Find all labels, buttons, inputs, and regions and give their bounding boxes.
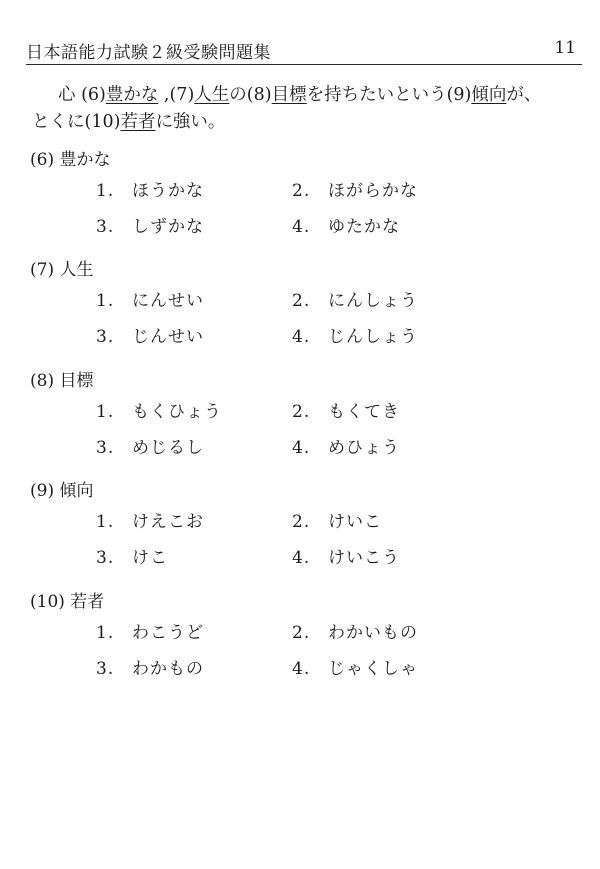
option-row bbox=[30, 173, 570, 209]
option-row bbox=[30, 651, 570, 687]
passage-line-2 bbox=[32, 109, 582, 136]
passage-text: に強い。 bbox=[155, 112, 226, 132]
underlined-word-6: 豊かな bbox=[105, 85, 159, 105]
option-row bbox=[30, 319, 570, 355]
option-text: けえこお bbox=[132, 512, 204, 532]
option-text: ほがらかな bbox=[328, 181, 418, 201]
option-number: 4. bbox=[292, 217, 311, 237]
header-title: 日本語能力試験２級受験問題集 bbox=[26, 43, 271, 63]
question-10 bbox=[30, 589, 570, 687]
option-number: 4. bbox=[292, 659, 311, 679]
option-number: 2. bbox=[292, 512, 311, 532]
passage-text: を持ちたいという(9) bbox=[306, 85, 472, 105]
option-number: 3. bbox=[96, 438, 115, 458]
option-text: わかいもの bbox=[328, 623, 418, 643]
option-number: 4. bbox=[292, 438, 311, 458]
option-number: 1. bbox=[96, 512, 115, 532]
answer-option-3[interactable] bbox=[96, 540, 168, 576]
option-number: 3. bbox=[96, 548, 115, 568]
passage-text: の(8) bbox=[229, 85, 272, 105]
answer-option-4[interactable] bbox=[292, 651, 418, 687]
option-text: わこうど bbox=[132, 623, 204, 643]
option-number: 3. bbox=[96, 217, 115, 237]
underlined-word-10: 若者 bbox=[120, 112, 156, 132]
answer-option-2[interactable] bbox=[292, 283, 418, 319]
passage-text: とくに(10) bbox=[32, 112, 121, 132]
option-text: もくてき bbox=[328, 402, 400, 422]
passage-text: が、 bbox=[506, 85, 542, 105]
page-header bbox=[26, 36, 582, 65]
option-text: ほうかな bbox=[132, 181, 204, 201]
option-row bbox=[30, 394, 570, 430]
answer-option-1[interactable] bbox=[96, 173, 204, 209]
question-label: (9) 傾向 bbox=[30, 481, 94, 501]
answer-option-2[interactable] bbox=[292, 173, 418, 209]
option-text: けこ bbox=[132, 548, 168, 568]
answer-option-2[interactable] bbox=[292, 615, 418, 651]
answer-option-1[interactable] bbox=[96, 504, 204, 540]
answer-option-3[interactable] bbox=[96, 651, 204, 687]
option-text: めじるし bbox=[132, 438, 204, 458]
option-number: 1. bbox=[96, 181, 115, 201]
answer-option-3[interactable] bbox=[96, 319, 204, 355]
option-row bbox=[30, 540, 570, 576]
option-number: 2. bbox=[292, 623, 311, 643]
option-text: じんしょう bbox=[328, 327, 418, 347]
passage-text: ,(7) bbox=[158, 85, 195, 105]
question-9 bbox=[30, 478, 570, 576]
page-number: 11 bbox=[554, 38, 576, 58]
answer-option-3[interactable] bbox=[96, 430, 204, 466]
option-text: わかもの bbox=[132, 659, 204, 679]
question-6 bbox=[30, 147, 570, 245]
option-number: 3. bbox=[96, 327, 115, 347]
option-number: 2. bbox=[292, 402, 311, 422]
option-row bbox=[30, 430, 570, 466]
answer-option-3[interactable] bbox=[96, 209, 204, 245]
option-text: にんしょう bbox=[328, 291, 418, 311]
answer-option-4[interactable] bbox=[292, 540, 400, 576]
option-text: にんせい bbox=[132, 291, 204, 311]
answer-option-2[interactable] bbox=[292, 504, 382, 540]
answer-option-4[interactable] bbox=[292, 430, 400, 466]
option-text: けいこう bbox=[328, 548, 400, 568]
question-label: (7) 人生 bbox=[30, 260, 94, 280]
option-number: 3. bbox=[96, 659, 115, 679]
option-text: けいこ bbox=[328, 512, 382, 532]
underlined-word-9: 傾向 bbox=[471, 85, 507, 105]
passage-text: 心 (6) bbox=[58, 85, 106, 105]
question-label: (6) 豊かな bbox=[30, 150, 111, 170]
option-number: 1. bbox=[96, 291, 115, 311]
option-text: じゃくしゃ bbox=[328, 659, 418, 679]
option-number: 4. bbox=[292, 548, 311, 568]
answer-option-1[interactable] bbox=[96, 394, 222, 430]
option-text: ゆたかな bbox=[328, 217, 400, 237]
option-text: じんせい bbox=[132, 327, 204, 347]
option-number: 1. bbox=[96, 623, 115, 643]
option-number: 1. bbox=[96, 402, 115, 422]
answer-option-2[interactable] bbox=[292, 394, 400, 430]
question-label: (8) 目標 bbox=[30, 371, 94, 391]
question-8 bbox=[30, 368, 570, 466]
option-text: しずかな bbox=[132, 217, 204, 237]
underlined-word-7: 人生 bbox=[194, 85, 230, 105]
question-7 bbox=[30, 257, 570, 355]
option-text: もくひょう bbox=[132, 402, 222, 422]
underlined-word-8: 目標 bbox=[271, 85, 307, 105]
answer-option-4[interactable] bbox=[292, 319, 418, 355]
question-label: (10) 若者 bbox=[30, 592, 105, 612]
option-row bbox=[30, 209, 570, 245]
answer-option-1[interactable] bbox=[96, 283, 204, 319]
passage-line-1 bbox=[32, 82, 582, 109]
answer-option-1[interactable] bbox=[96, 615, 204, 651]
option-row bbox=[30, 283, 570, 319]
reading-passage bbox=[32, 82, 582, 136]
option-number: 2. bbox=[292, 181, 311, 201]
option-number: 2. bbox=[292, 291, 311, 311]
answer-option-4[interactable] bbox=[292, 209, 400, 245]
option-row bbox=[30, 615, 570, 651]
option-text: めひょう bbox=[328, 438, 400, 458]
option-number: 4. bbox=[292, 327, 311, 347]
option-row bbox=[30, 504, 570, 540]
